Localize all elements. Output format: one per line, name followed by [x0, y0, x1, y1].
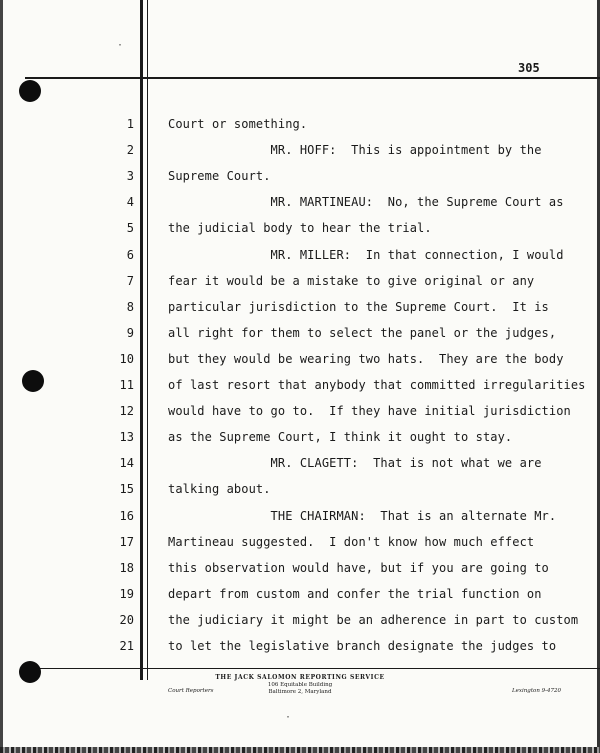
line-number: 11 [119, 378, 134, 392]
transcript-line: as the Supreme Court, I think it ought to stay. [168, 430, 513, 444]
line-number: 4 [126, 195, 134, 209]
transcript-line: MR. MILLER: In that connection, I would [168, 248, 564, 262]
line-number: 14 [119, 456, 134, 470]
page-number: 305 [518, 61, 540, 75]
footer-rule [30, 668, 600, 669]
transcript-line: would have to go to. If they have initial jurisdiction [168, 404, 571, 418]
footer-address-line1: 106 Equitable Building [267, 682, 333, 688]
line-number: 13 [119, 430, 134, 444]
transcript-line: depart from custom and confer the trial function on [168, 587, 542, 601]
line-number: 2 [126, 143, 134, 157]
line-number: 1 [126, 117, 134, 131]
transcript-line: MR. CLAGETT: That is not what we are [168, 456, 542, 470]
transcript-line: this observation would have, but if you are going to [168, 561, 549, 575]
line-number: 19 [119, 587, 134, 601]
transcript-line: talking about. [168, 482, 271, 496]
line-number: 6 [126, 248, 134, 262]
line-number: 18 [119, 561, 134, 575]
line-number: 7 [126, 274, 134, 288]
line-number: 3 [126, 169, 134, 183]
transcript-line: Court or something. [168, 117, 308, 131]
footer-phone: Lexington 9-4720 [512, 688, 561, 694]
transcript-line: of last resort that anybody that committed irregularities [168, 378, 586, 392]
line-number: 15 [119, 482, 134, 496]
transcript-line: fear it would be a mistake to give original or any [168, 274, 535, 288]
footer-service-name: THE JACK SALOMON REPORTING SERVICE [215, 674, 385, 681]
line-number: 17 [119, 535, 134, 549]
line-number: 21 [119, 639, 134, 653]
binder-hole-top [19, 80, 41, 102]
footer-left-label: Court Reporters [168, 688, 214, 694]
stray-mark: · [285, 712, 292, 723]
page-border-left [0, 0, 3, 753]
stray-mark: · [117, 40, 124, 51]
line-number: 12 [119, 404, 134, 418]
binder-hole-middle [22, 370, 44, 392]
line-number: 16 [119, 509, 134, 523]
transcript-line: all right for them to select the panel or the judges, [168, 326, 557, 340]
margin-rule-thin [147, 0, 148, 680]
transcript-line: Martineau suggested. I don't know how much effect [168, 535, 535, 549]
transcript-line: to let the legislative branch designate the judges to [168, 639, 557, 653]
transcript-line: Supreme Court. [168, 169, 271, 183]
page-border-bottom [0, 747, 600, 753]
transcript-line: the judicial body to hear the trial. [168, 221, 432, 235]
transcript-line: particular jurisdiction to the Supreme Court. It is [168, 300, 549, 314]
line-number: 20 [119, 613, 134, 627]
transcript-line: MR. HOFF: This is appointment by the [168, 143, 542, 157]
footer-address-line2: Baltimore 2, Maryland [268, 689, 332, 695]
line-number: 8 [126, 300, 134, 314]
line-number: 9 [126, 326, 134, 340]
transcript-line: MR. MARTINEAU: No, the Supreme Court as [168, 195, 564, 209]
transcript-line: but they would be wearing two hats. They are the body [168, 352, 564, 366]
line-number: 10 [119, 352, 134, 366]
line-number: 5 [126, 221, 134, 235]
header-rule [25, 77, 600, 79]
transcript-line: THE CHAIRMAN: That is an alternate Mr. [168, 509, 557, 523]
margin-rule-thick [140, 0, 143, 680]
page-top-margin [0, 0, 600, 7]
transcript-line: the judiciary it might be an adherence in part to custom [168, 613, 579, 627]
